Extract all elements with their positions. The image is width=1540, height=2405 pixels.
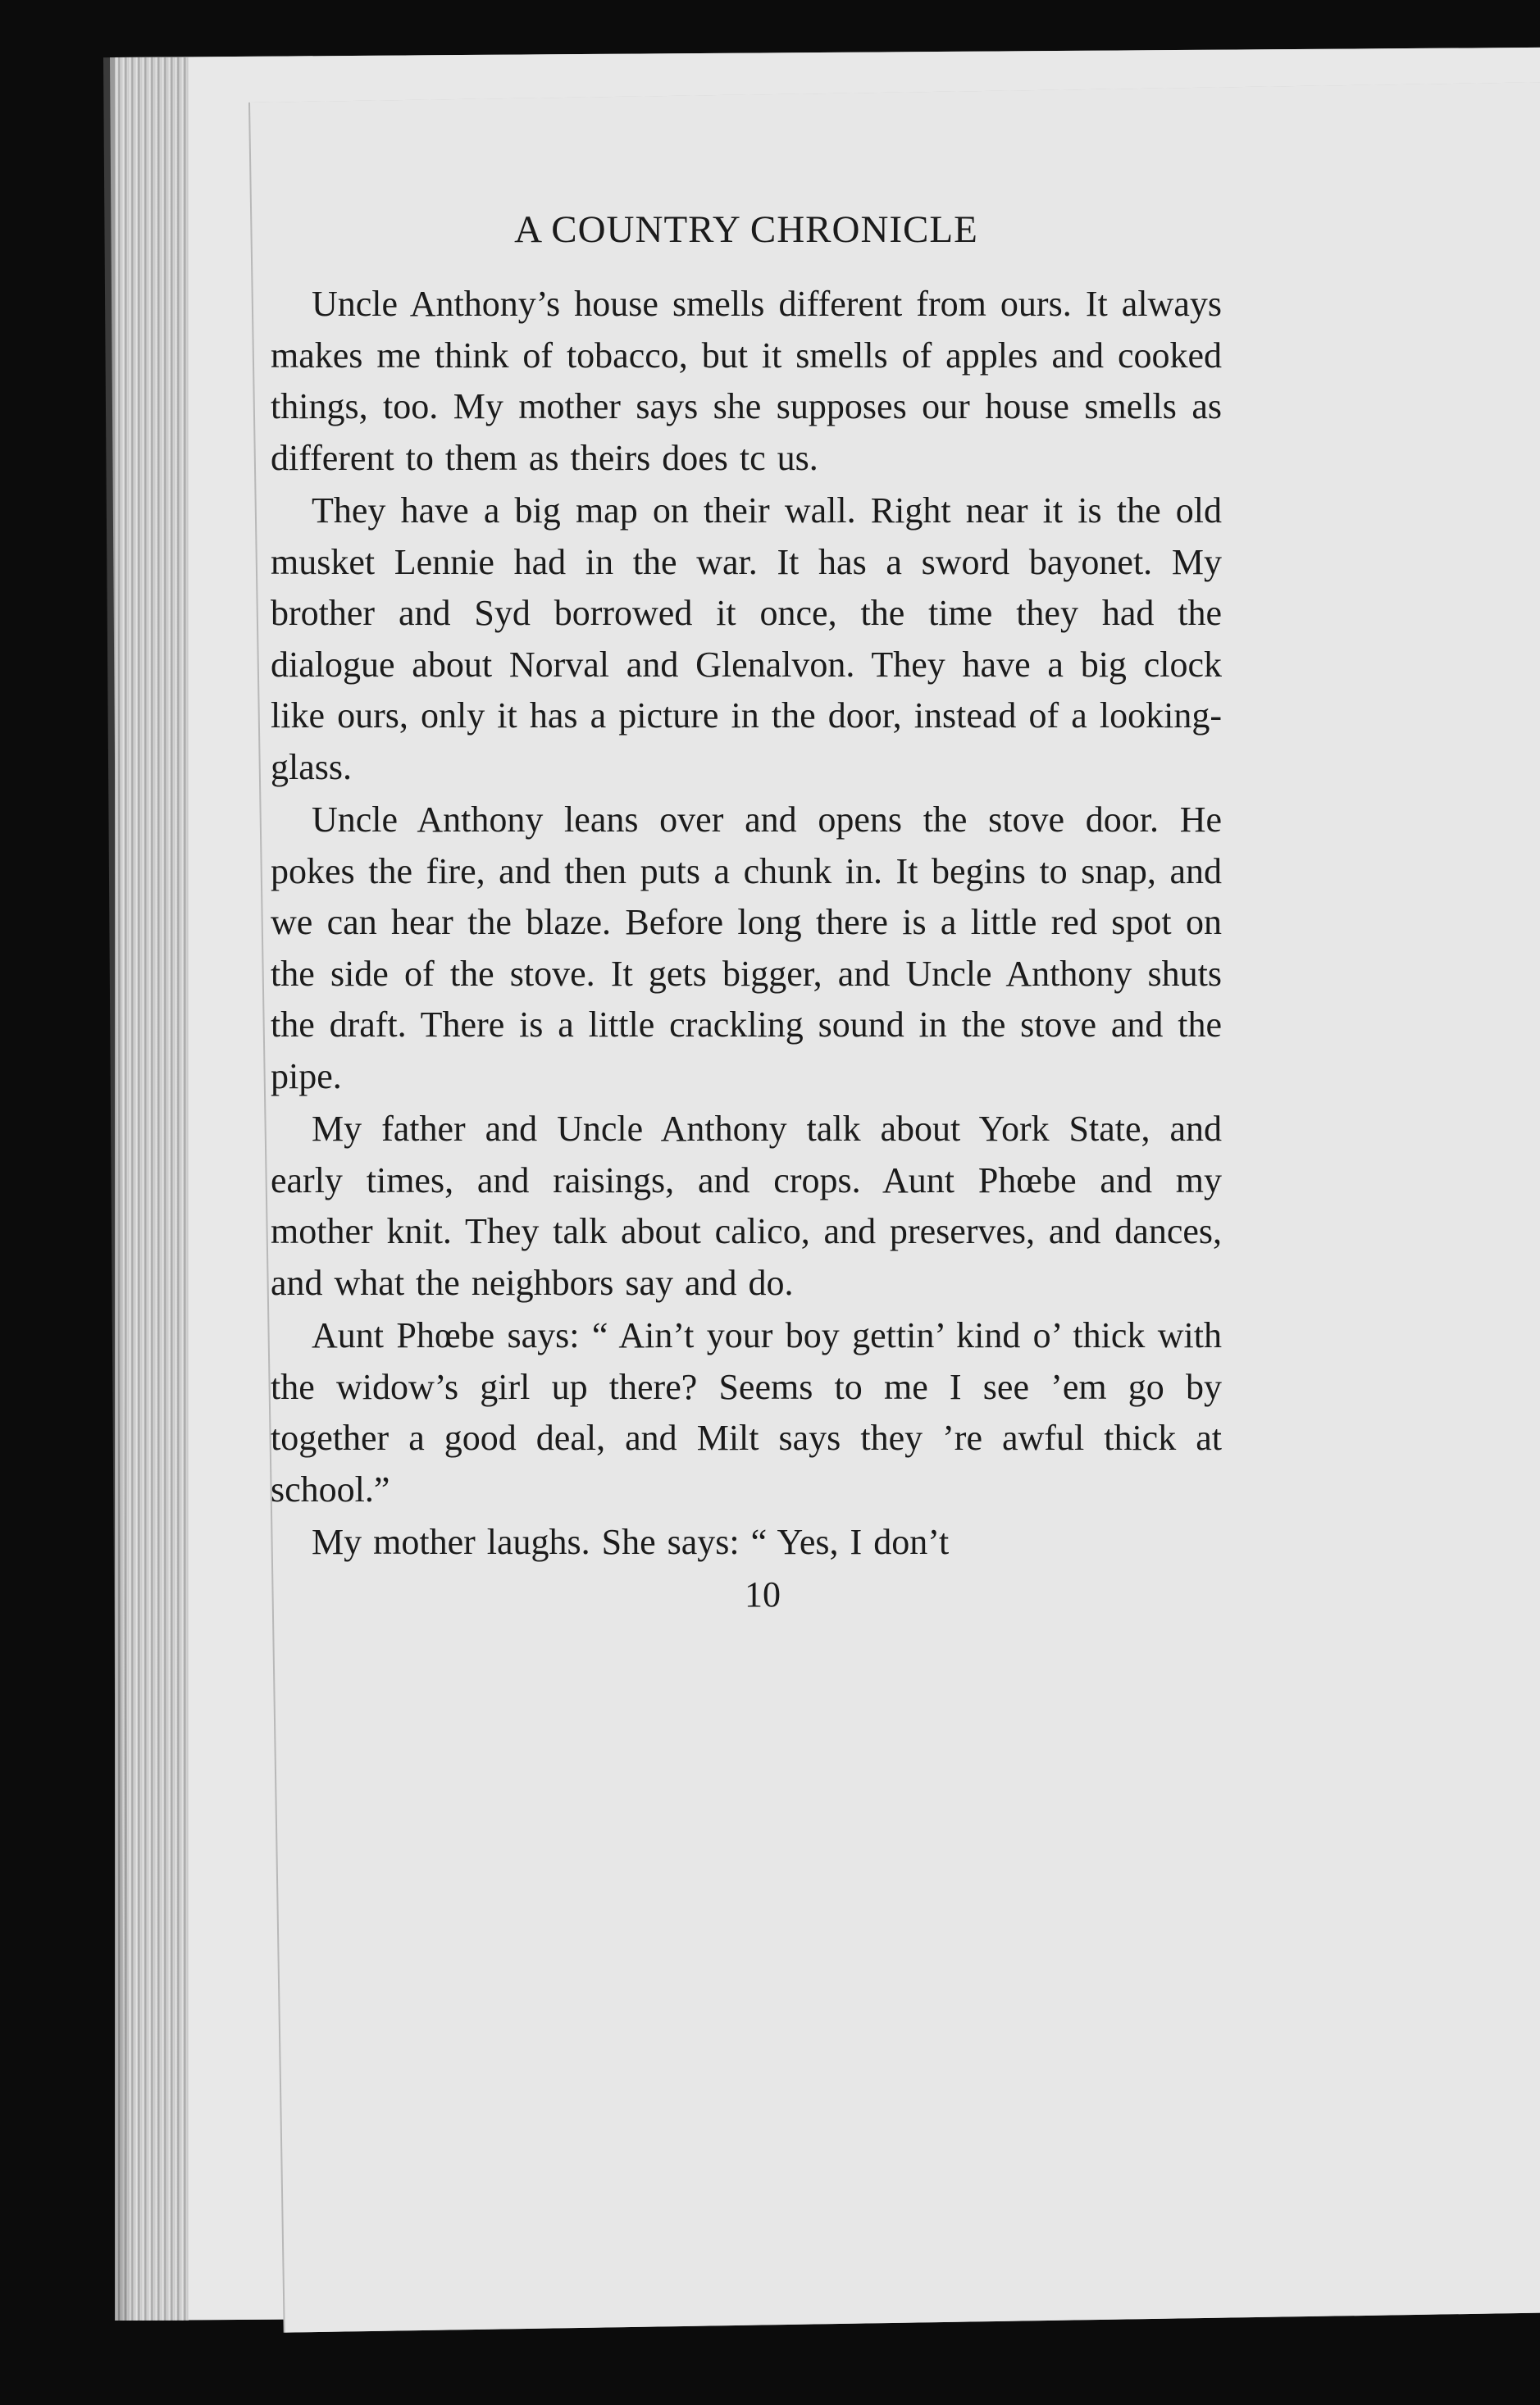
paragraph: Uncle Anthony leans over and opens the stove door. He pokes the fire, and then puts a chunk in. It begins to snap, and we can hear the blaze. Before long there is a little red spot on the side of the stove. It gets bigger, and Uncle Anthony shuts the draft. There is a little crackling sound in the stove and the pipe. <box>271 799 1222 1096</box>
paragraph: My father and Uncle Anthony talk about York State, and early times, and raisings, and crops. Aunt Phœbe and my mother knit. They talk about calico, and preserves, and dances, and what the neighbors say and do. <box>271 1109 1222 1303</box>
paragraph: Uncle Anthony’s house smells different from ours. It always makes me think of tobacco, but it smells of apples and cooked things, too. My mother says she supposes our house smells as different to them as theirs does tc us. <box>271 284 1222 478</box>
paragraph: My mother laughs. She says: “ Yes, I don’t <box>312 1522 950 1562</box>
page-text <box>271 205 1222 1619</box>
running-head: A COUNTRY CHRONICLE <box>514 208 978 251</box>
page-edges <box>115 57 189 2321</box>
paragraph: Aunt Phœbe says: “ Ain’t your boy gettin’ kind o’ thick with the widow’s girl up there? Seems to me I see ’em go by together a good deal, and Milt says they ’re awful thick at school.” <box>271 1315 1222 1510</box>
page-number: 10 <box>745 1574 781 1615</box>
paragraph: They have a big map on their wall. Right near it is the old musket Lennie had in the war. It has a sword bayonet. My brother and Syd borrowed it once, the time they had the dialogue about Norval and Glenalvon. They have a big clock like ours, only it has a picture in the door, instead of a looking-glass. <box>271 490 1222 787</box>
